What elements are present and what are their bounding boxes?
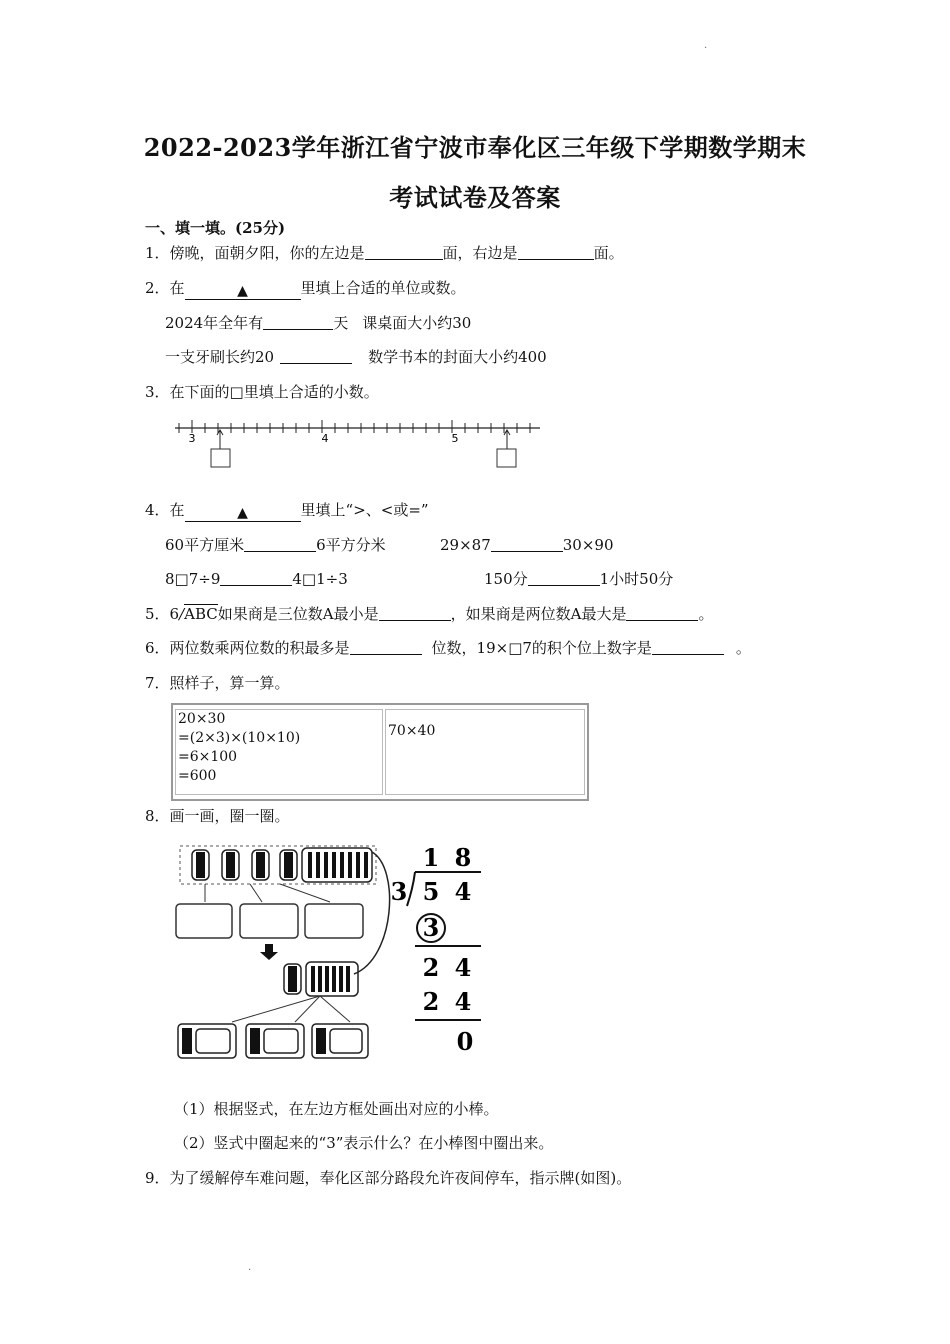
q8-sub1: （1）根据竖式，在左边方框处画出对应的小棒。	[174, 1100, 499, 1118]
q5-number: 5．	[145, 605, 170, 623]
step-digit: 4	[454, 953, 472, 982]
q1-mid: 面，右边是	[442, 244, 518, 262]
q4-prefix: 4．在	[145, 501, 185, 519]
q2b-text: 课桌面大小约30	[362, 314, 472, 332]
stick-bundle	[222, 850, 239, 880]
single-sticks	[308, 852, 368, 878]
division-expression: 6/ABC	[169, 605, 218, 623]
answer-blank[interactable]	[244, 535, 316, 552]
q1-suffix: 面。	[593, 244, 624, 262]
dividend-digit: 5	[422, 877, 440, 906]
page-title-line2: 考试试卷及答案	[389, 183, 561, 212]
q4-row2a	[165, 569, 348, 589]
connector	[320, 996, 350, 1022]
q2c-prefix: 一支牙刷长约20	[165, 348, 275, 366]
answer-blank[interactable]	[379, 604, 451, 621]
long-division	[385, 838, 495, 1060]
tick-label: 3	[188, 432, 196, 445]
quotient-digit: 1	[422, 843, 440, 872]
triangle-icon: ▲	[237, 283, 248, 299]
connector	[232, 996, 320, 1022]
question-3: 3．在下面的□里填上合适的小数。	[145, 383, 379, 401]
connector	[280, 884, 330, 902]
compare-left: 29×87	[440, 536, 491, 554]
remainder-digit: 0	[456, 1027, 474, 1056]
bottom-group	[246, 1024, 304, 1058]
compare-left: 150分	[484, 570, 528, 588]
q2a-suffix: 天	[333, 314, 349, 332]
q5-suffix: 。	[698, 605, 714, 623]
question-7: 7．照样子，算一算。	[145, 674, 290, 692]
bottom-group	[178, 1024, 236, 1058]
answer-blank[interactable]	[491, 535, 563, 552]
division-bracket	[407, 872, 415, 906]
page-title-line1: 2022-2023学年浙江省宁波市奉化区三年级下学期数学期末	[143, 133, 807, 162]
connector	[250, 884, 262, 902]
step-digit: 2	[422, 987, 440, 1016]
q2a-prefix: 2024年全年有	[165, 314, 264, 332]
step-digit: 2	[422, 953, 440, 982]
question-1	[145, 243, 624, 263]
answer-blank[interactable]	[518, 243, 594, 260]
example-cell	[175, 709, 383, 795]
answer-blank[interactable]	[652, 638, 724, 655]
q1-prefix: 1．傍晚，面朝夕阳，你的左边是	[145, 244, 365, 262]
stick-bundle	[192, 850, 209, 880]
drawing-box[interactable]	[176, 904, 232, 938]
number-line	[170, 418, 550, 474]
dividend: ABC	[184, 605, 218, 623]
q6-mid: 位数，19×□7的积个位上数字是	[431, 639, 652, 657]
q2-row2	[165, 347, 547, 367]
triangle-icon: ▲	[237, 505, 248, 521]
answer-blank[interactable]	[626, 604, 698, 621]
task-cell[interactable]	[385, 709, 585, 795]
task-expression: 70×40	[388, 723, 436, 739]
down-arrow-icon	[260, 944, 278, 960]
step-digit: 3	[422, 913, 440, 942]
q2-suffix: 里填上合适的单位或数。	[300, 279, 466, 297]
answer-blank[interactable]	[280, 347, 352, 364]
answer-box[interactable]	[211, 449, 230, 467]
bottom-group	[312, 1024, 368, 1058]
compare-right: 1小时50分	[599, 570, 674, 588]
answer-blank[interactable]	[350, 638, 422, 655]
question-9: 9．为了缓解停车难问题，奉化区部分路段允许夜间停车，指示牌(如图)。	[145, 1169, 632, 1187]
q5-mid2: ，如果商是两位数A最大是	[450, 605, 627, 623]
stick-bundle	[284, 964, 301, 994]
stick-bundle	[252, 850, 269, 880]
question-2	[145, 278, 466, 300]
question-4	[145, 500, 429, 522]
dividend-digit: 4	[454, 877, 472, 906]
tick-label: 4	[321, 432, 329, 445]
triangle-blank	[185, 281, 301, 300]
answer-blank[interactable]	[220, 569, 292, 586]
answer-blank[interactable]	[263, 313, 333, 330]
answer-blank[interactable]	[365, 243, 443, 260]
example-line: 20×30	[178, 711, 226, 727]
footer-dot: .	[248, 1262, 252, 1273]
tick-label: 5	[451, 432, 459, 445]
q5-mid: 如果商是三位数A最小是	[217, 605, 379, 623]
divisor: 6	[169, 605, 180, 623]
header-dot: .	[704, 40, 708, 51]
drawing-box[interactable]	[240, 904, 298, 938]
question-5	[145, 604, 713, 624]
q8-sub2: （2）竖式中圈起来的“3”表示什么？在小棒图中圈出来。	[174, 1134, 554, 1152]
q4-row1b	[440, 535, 614, 555]
compare-left: 8□7÷9	[165, 570, 221, 588]
example-line: =(2×3)×(10×10)	[178, 730, 301, 746]
example-line: =6×100	[178, 749, 238, 765]
compare-right: 30×90	[562, 536, 614, 554]
q6-prefix: 6．两位数乘两位数的积最多是	[145, 639, 350, 657]
quotient-digit: 8	[454, 843, 472, 872]
q2d-text: 数学书本的封面大小约400	[368, 348, 547, 366]
q6-suffix: 。	[735, 639, 751, 657]
single-sticks	[311, 966, 350, 992]
example-table	[171, 703, 589, 801]
compare-right: 4□1÷3	[292, 570, 348, 588]
triangle-blank	[185, 503, 301, 522]
q4-row1a	[165, 535, 386, 555]
stick-bundle	[280, 850, 297, 880]
question-6	[145, 638, 751, 658]
q4-suffix: 里填上“>、<或=”	[300, 501, 429, 519]
question-8: 8．画一画，圈一圈。	[145, 807, 290, 825]
example-line: =600	[178, 768, 217, 784]
answer-blank[interactable]	[528, 569, 600, 586]
step-digit: 4	[454, 987, 472, 1016]
divisor-digit: 3	[390, 877, 408, 906]
section-heading: 一、填一填。(25分)	[145, 219, 286, 237]
compare-left: 60平方厘米	[165, 536, 245, 554]
answer-box[interactable]	[497, 449, 516, 467]
single-sticks-group	[302, 848, 372, 882]
compare-right: 6平方分米	[316, 536, 386, 554]
q2-row1	[165, 313, 471, 333]
q4-row2b	[484, 569, 673, 589]
q2-prefix: 2．在	[145, 279, 185, 297]
drawing-box[interactable]	[305, 904, 363, 938]
number-line-ticks	[179, 420, 530, 433]
